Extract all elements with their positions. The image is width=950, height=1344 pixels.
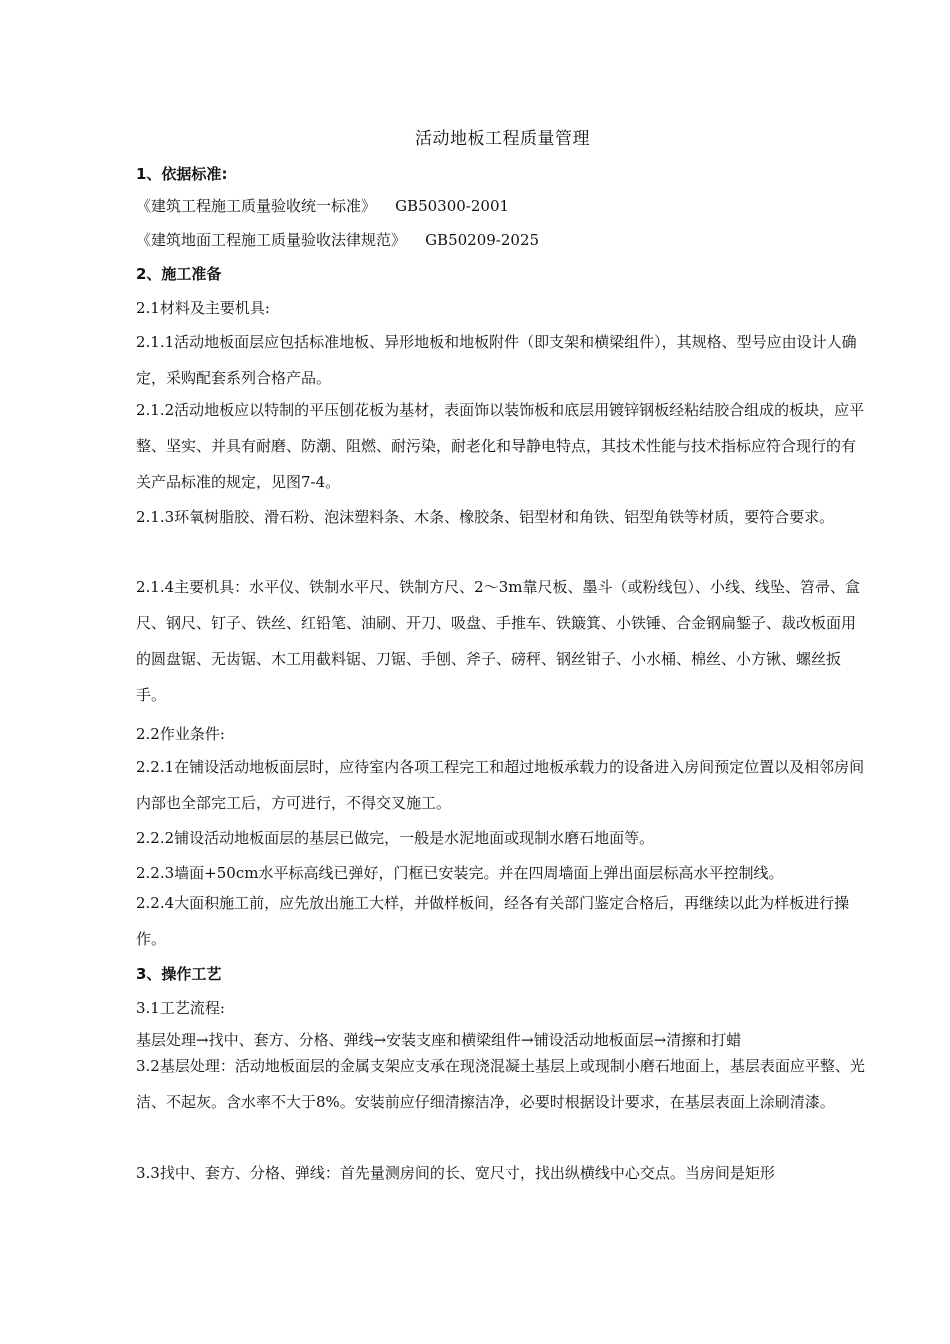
paragraph-2-2-4: 2.2.4大面积施工前，应先放出施工大样，并做样板间，经各有关部门鉴定合格后，再继续以此为样板进行操作。 bbox=[136, 894, 850, 948]
reference-standard-1: 《建筑工程施工质量验收统一标准》 GB50300-2001 bbox=[136, 197, 510, 215]
paragraph-2-1-4: 2.1.4主要机具：水平仪、铁制水平尺、铁制方尺、2～3m靠尺板、墨斗（或粉线包）、小线、线坠、笤帚、盒尺、钢尺、钉子、铁丝、红铅笔、油刷、开刀、吸盘、手推车、铁簸箕、小铁锤、合金钢扁錾子、裁改板面用的圆盘锯、无齿锯、木工用截料锯、刀锯、手刨、斧子、磅秤、钢丝钳子、小水桶、棉丝、小方锹、螺丝扳手。 bbox=[136, 578, 860, 704]
paragraph-2-2-3: 2.2.3墙面+50cm水平标高线已弹好，门框已安装完。并在四周墙面上弹出面层标高水平控制线。 bbox=[136, 864, 784, 882]
reference-standard-2: 《建筑地面工程施工质量验收法律规范》 GB50209-2025 bbox=[136, 231, 540, 249]
paragraph-2-1-3: 2.1.3环氧树脂胶、滑石粉、泡沫塑料条、木条、橡胶条、铝型材和角铁、铝型角铁等材质，要符合要求。 bbox=[136, 508, 835, 526]
paragraph-2-1-1: 2.1.1活动地板面层应包括标准地板、异形地板和地板附件（即支架和横梁组件），其规格、型号应由设计人确定，采购配套系列合格产品。 bbox=[136, 333, 857, 387]
document-title: 活动地板工程质量管理 bbox=[415, 129, 590, 149]
section-2-heading: 2、施工准备 bbox=[136, 265, 222, 283]
section-1-heading: 1、依据标准: bbox=[136, 165, 228, 183]
paragraph-2-2-1: 2.2.1在铺设活动地板面层时，应待室内各项工程完工和超过地板承载力的设备进入房间预定位置以及相邻房间内部也全部完工后，方可进行，不得交叉施工。 bbox=[136, 758, 865, 812]
section-3-heading: 3、操作工艺 bbox=[136, 965, 222, 983]
paragraph-3-3: 3.3找中、套方、分格、弹线：首先量测房间的长、宽尺寸，找出纵横线中心交点。当房间是矩形 bbox=[136, 1164, 775, 1182]
paragraph-2-2: 2.2作业条件: bbox=[136, 725, 225, 743]
paragraph-3-2: 3.2基层处理：活动地板面层的金属支架应支承在现浇混凝土基层上或现制小磨石地面上，基层表面应平整、光洁、不起灰。含水率不大于8%。安装前应仔细清擦洁净，必要时根据设计要求，在基层表面上涂刷清漆。 bbox=[136, 1057, 865, 1111]
paragraph-3-1: 3.1工艺流程: bbox=[136, 999, 225, 1017]
paragraph-2-1: 2.1材料及主要机具: bbox=[136, 299, 270, 317]
paragraph-2-2-2: 2.2.2铺设活动地板面层的基层已做完，一般是水泥地面或现制水磨石地面等。 bbox=[136, 829, 655, 847]
process-flow: 基层处理→找中、套方、分格、弹线→安装支座和横梁组件→铺设活动地板面层→清擦和打蜡 bbox=[136, 1031, 742, 1049]
paragraph-2-1-2: 2.1.2活动地板应以特制的平压刨花板为基材，表面饰以装饰板和底层用镀锌钢板经粘结胶合组成的板块，应平整、坚实、并具有耐磨、防潮、阻燃、耐污染，耐老化和导静电特点，其技术性能与技术指标应符合现行的有关产品标准的规定，见图7-4。 bbox=[136, 401, 865, 491]
